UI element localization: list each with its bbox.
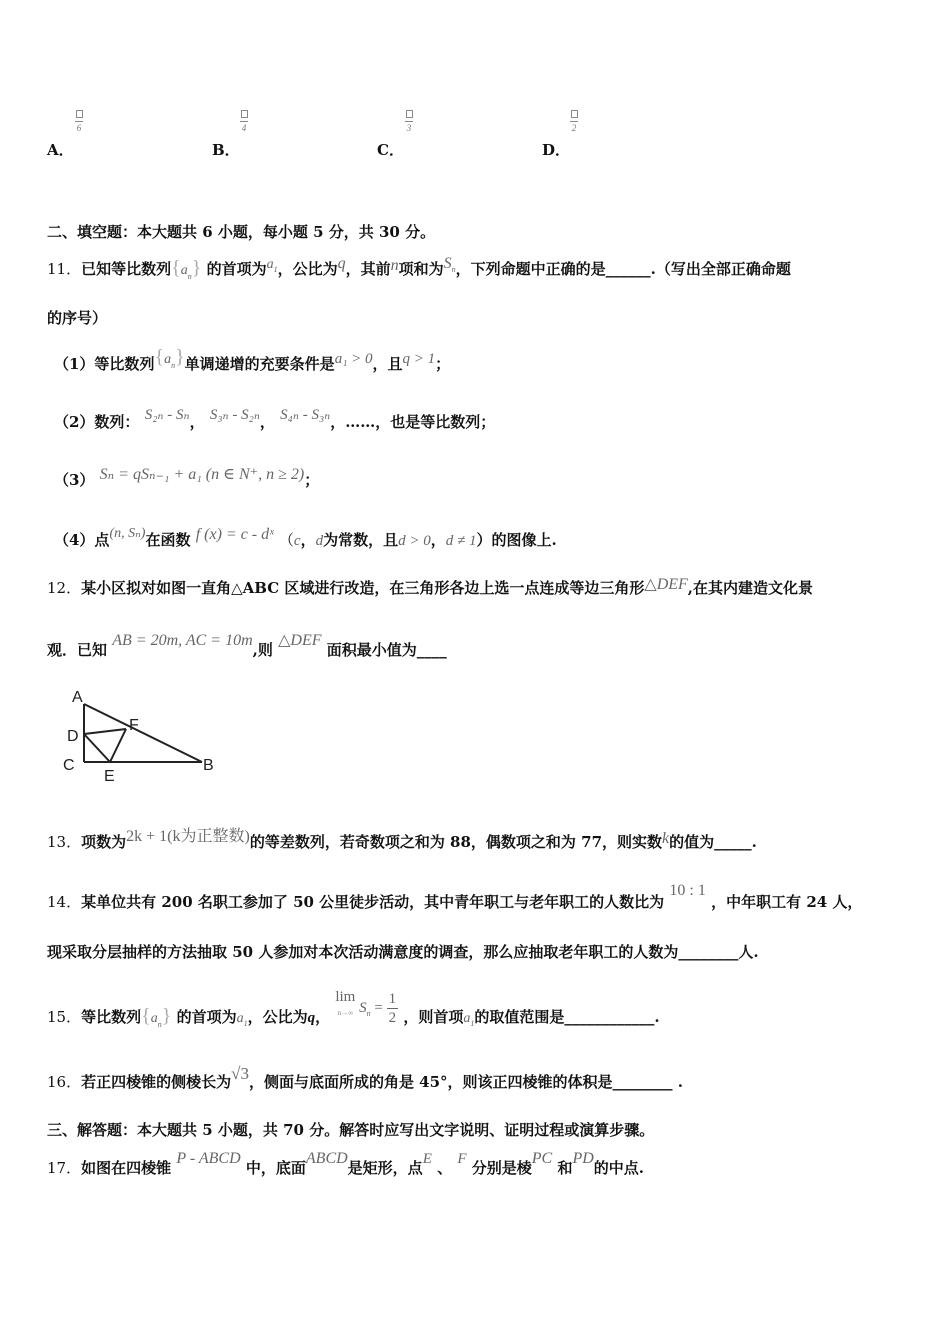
q14-text: ，中年职工有 24 人， (711, 893, 863, 911)
q11-p2-expr-2: S₃ₙ - S₂ₙ (209, 407, 260, 423)
q12-text: 面积最小值为____ (326, 641, 447, 659)
question-13 (47, 828, 757, 853)
q12-number: 12． (47, 579, 82, 597)
q11-p4-func: f (x) = c - dˣ (195, 526, 274, 543)
q17-number: 17． (47, 1159, 82, 1177)
q11-text: （4）点 (54, 531, 110, 549)
q11-p2-expr-1: S₂ₙ - Sₙ (144, 407, 190, 423)
q11-an: $\{a_n\}$ (171, 257, 202, 281)
q17-text: 、 (437, 1159, 453, 1177)
q11-text: ， (189, 413, 205, 431)
q11-text: ）的图像上. (476, 531, 557, 549)
q11-text: ，其前 (345, 260, 391, 278)
q15-text: ，公比为 (247, 1007, 308, 1026)
q17-text: 和 (557, 1159, 573, 1177)
q16-text: 若正四棱锥的侧棱长为 (81, 1073, 232, 1091)
q11-text: 单调递增的充要条件是 (184, 355, 335, 373)
question-11-line-1 (47, 255, 791, 287)
q11-p1-cond2: q > 1 (402, 351, 436, 367)
q11-proposition-3 (54, 466, 320, 491)
q11-p4-cond2: d ≠ 1 (445, 533, 477, 549)
q12-text: ,在其内建造文化景 (687, 579, 814, 597)
q15-limit: lim n→∞ $S_n = \frac{1}{2}$ (335, 989, 397, 1026)
q13-text: 的等差数列，若奇数项之和为 88，偶数项之和为 77，则实数 (249, 833, 663, 851)
option-b-den: 4 (241, 123, 247, 133)
q13-expr: 2k + 1 (126, 828, 168, 845)
option-a (47, 110, 167, 160)
q11-text: 为常数，且 (323, 531, 399, 549)
q15-q: q (307, 1009, 316, 1026)
q11-text: ； (435, 355, 451, 373)
side-ef (110, 729, 126, 762)
q11-p1-cond1: a₁ > 0 (334, 351, 373, 367)
option-d-label: D． (542, 141, 571, 159)
q15-text: 的首项为 (176, 1007, 237, 1026)
q11-text: ， (300, 531, 316, 549)
q11-p2-expr-3: S₄ₙ - S₃ₙ (280, 407, 331, 423)
q11-p4-c: c (293, 533, 301, 549)
q17-pabcd: P - ABCD (176, 1150, 241, 1167)
question-12-line-2 (47, 632, 447, 661)
q17-text: 是矩形，点 (347, 1159, 423, 1177)
q16-sqrt: √3 (231, 1064, 249, 1083)
q11-proposition-4 (54, 526, 557, 552)
side-df (84, 729, 126, 734)
q15-a1-b: $a_1$ (463, 1010, 475, 1028)
q11-text: 在函数 (145, 531, 191, 549)
placeholder-box-icon (76, 110, 83, 118)
q13-paren: (k为正整数) (167, 828, 250, 845)
q11-text: （3） (54, 471, 95, 489)
option-a-label: A． (47, 141, 74, 159)
q12-triangle-figure (60, 684, 230, 784)
q11-p4-d: d (315, 533, 324, 549)
section-2-heading: 二、填空题：本大题共 6 小题，每小题 5 分，共 30 分。 (47, 223, 436, 241)
q17-e: E (422, 1151, 432, 1167)
option-b-fraction (238, 110, 250, 133)
q12-text: 某小区拟对如图一直角△ABC 区域进行改造，在三角形各边上选一点连成等边三角形 (81, 579, 645, 597)
q14-text: 某单位共有 200 名职工参加了 50 公里徒步活动，其中青年职工与老年职工的人数比为 (81, 893, 665, 911)
q13-k: k (662, 830, 670, 847)
option-c-den: 3 (406, 123, 412, 133)
q11-proposition-2 (54, 407, 496, 433)
q11-p3-expr: Sₙ = qSₙ₋₁ + a₁ (n ∈ N⁺, n ≥ 2) (99, 466, 305, 483)
q11-p4-cond1: d > 0 (398, 533, 431, 549)
option-b-label: B． (212, 141, 240, 159)
q14-number: 14． (47, 893, 82, 911)
q11-p4-point: (n, Sₙ) (109, 526, 146, 541)
q11-text: （1）等比数列 (54, 355, 155, 373)
question-17 (47, 1150, 645, 1179)
question-11-line-2: 的序号） (47, 309, 108, 327)
label-b: B (203, 757, 214, 774)
q11-text: ，……，也是等比数列； (330, 413, 496, 431)
q13-text: 项数为 (81, 833, 127, 851)
q17-text: 的中点. (593, 1159, 645, 1177)
q17-pd: PD (572, 1150, 594, 1167)
label-f: F (129, 717, 139, 734)
option-d-den: 2 (571, 123, 577, 133)
q11-text: ，公比为 (277, 260, 338, 278)
q11-text: ，且 (372, 355, 403, 373)
q11-proposition-1 (54, 346, 451, 382)
q11-text: ； (304, 471, 320, 489)
q11-text: ， (430, 531, 446, 549)
q15-text: ，则首项 (403, 1007, 464, 1026)
placeholder-box-icon (571, 110, 578, 118)
q12-given: AB = 20m, AC = 10m (112, 632, 253, 649)
q11-p1-an: $\{a_n\}$ (154, 346, 185, 370)
placeholder-box-icon (241, 110, 248, 118)
q17-abcd: ABCD (305, 1150, 348, 1167)
option-c-fraction (403, 110, 415, 133)
q15-text: 的取值范围是____________. (474, 1007, 660, 1026)
option-a-den: 6 (76, 123, 82, 133)
option-c (377, 110, 497, 160)
section-3-heading: 三、解答题：本大题共 5 小题，共 70 分。解答时应写出文字说明、证明过程或演算步骤。 (47, 1121, 655, 1139)
q17-pc: PC (531, 1150, 553, 1167)
option-c-label: C． (377, 141, 404, 159)
q11-text: （ (278, 531, 294, 549)
option-d (542, 110, 662, 160)
q14-ratio: 10 : 1 (669, 882, 706, 899)
q13-text: 的值为_____. (669, 833, 757, 851)
label-c: C (63, 757, 75, 774)
option-b (212, 110, 332, 160)
q11-a1: $a_1$ (266, 257, 278, 274)
q11-text: ， (259, 413, 275, 431)
q17-text: 如图在四棱锥 (81, 1159, 172, 1177)
label-d: D (67, 728, 79, 745)
q16-text: ，侧面与底面所成的角是 45°，则该正四棱锥的体积是________ . (248, 1073, 683, 1091)
q11-q: q (337, 255, 346, 272)
q11-text: 的首项为 (206, 260, 267, 278)
q11-number: 11． (47, 260, 82, 278)
question-12-line-1 (47, 578, 813, 599)
q16-number: 16． (47, 1073, 82, 1091)
q11-text: （2）数列： (54, 413, 140, 431)
q12-text: 观．已知 (47, 641, 108, 659)
q15-a1: $a_1$ (236, 1010, 248, 1028)
question-15 (47, 989, 660, 1037)
q12-def-2: △DEF (278, 632, 322, 649)
question-16 (47, 1064, 683, 1092)
label-a: A (72, 689, 83, 706)
q11-n: n (390, 257, 399, 274)
q11-text: 项和为 (398, 260, 444, 278)
q15-number: 15． (47, 1007, 82, 1026)
label-e: E (104, 768, 115, 784)
q15-text: 等比数列 (81, 1007, 142, 1026)
q11-sn: $S_n$ (443, 255, 456, 275)
option-d-fraction (568, 110, 580, 133)
q15-text: ， (315, 1007, 331, 1026)
q17-f: F (457, 1151, 467, 1167)
side-de (84, 734, 110, 762)
q15-an: $\{a_n\}$ (141, 1004, 172, 1029)
placeholder-box-icon (406, 110, 413, 118)
q17-text: 分别是棱 (471, 1159, 532, 1177)
q11-text: 已知等比数列 (81, 260, 172, 278)
option-a-fraction (73, 110, 85, 133)
question-14-line-1 (47, 882, 863, 913)
q12-text: ,则 (252, 641, 273, 659)
q17-text: 中，底面 (245, 1159, 306, 1177)
question-14-line-2: 现采取分层抽样的方法抽取 50 人参加对本次活动满意度的调查，那么应抽取老年职工的人数为________人. (47, 943, 759, 961)
q11-text: ，下列命题中正确的是______.（写出全部正确命题 (455, 260, 791, 278)
q12-def: △DEF (644, 576, 688, 593)
q13-number: 13． (47, 833, 82, 851)
